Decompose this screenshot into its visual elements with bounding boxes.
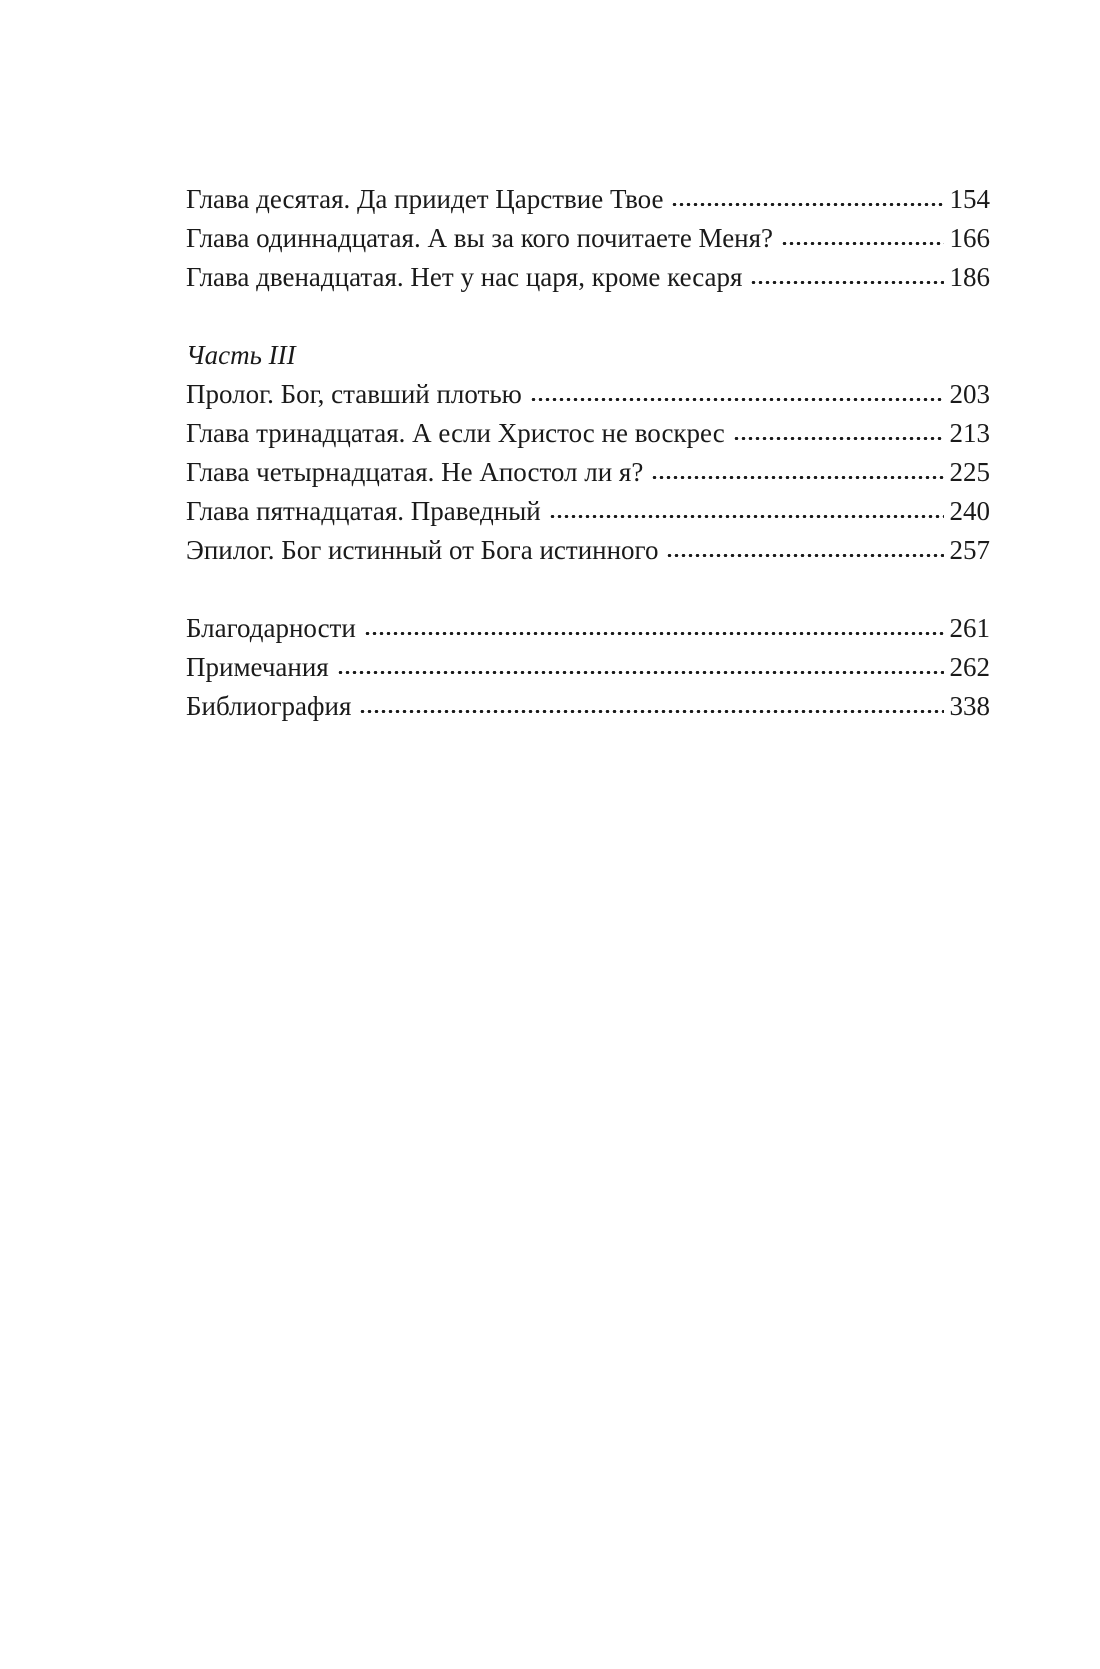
dot-leader	[651, 476, 943, 479]
toc-entry-title: Пролог. Бог, ставший плотью	[186, 379, 522, 409]
toc-entry-title: Глава десятая. Да приидет Царствие Твое	[186, 184, 664, 214]
toc-entry[interactable]	[186, 687, 990, 726]
toc-entry-title: Глава пятнадцатая. Праведный	[186, 496, 541, 526]
toc-entry-page: 225	[949, 457, 990, 487]
toc-entry[interactable]	[186, 219, 990, 258]
toc-entry-title: Библиография	[186, 691, 352, 721]
dot-leader	[671, 203, 943, 206]
dot-leader	[666, 554, 943, 557]
toc-entry-page: 338	[949, 691, 990, 721]
toc-entry-title: Глава одиннадцатая. А вы за кого почитаете Меня?	[186, 223, 774, 253]
dot-leader	[359, 710, 943, 713]
toc-group-back-matter	[186, 609, 990, 726]
dot-leader	[549, 515, 944, 518]
toc-entry-title: Эпилог. Бог истинный от Бога истинного	[186, 535, 659, 565]
toc-entry-page: 213	[949, 418, 990, 448]
toc-entry[interactable]	[186, 258, 990, 297]
toc-entry[interactable]	[186, 531, 990, 570]
toc-entry-page: 203	[949, 379, 990, 409]
toc-entry-title: Глава двенадцатая. Нет у нас царя, кроме кесаря	[186, 262, 743, 292]
toc-entry-page: 257	[949, 535, 990, 565]
toc-entry-title: Глава четырнадцатая. Не Апостол ли я?	[186, 457, 644, 487]
toc-entry-page: 261	[949, 613, 990, 643]
dot-leader	[733, 437, 944, 440]
toc-entry[interactable]	[186, 375, 990, 414]
toc-group-part-ii-continued	[186, 180, 990, 297]
dot-leader	[530, 398, 944, 401]
toc-entry[interactable]	[186, 648, 990, 687]
toc-entry[interactable]	[186, 180, 990, 219]
toc-entry[interactable]	[186, 492, 990, 531]
toc-entry-page: 154	[949, 184, 990, 214]
dot-leader	[337, 671, 944, 674]
toc-entry[interactable]	[186, 414, 990, 453]
toc-entry[interactable]	[186, 609, 990, 648]
toc-entry-page: 186	[949, 262, 990, 292]
toc-entry-title: Примечания	[186, 652, 329, 682]
part-heading: Часть III	[186, 340, 296, 370]
dot-leader	[750, 281, 943, 284]
toc-entry-page: 262	[949, 652, 990, 682]
toc-entry-title: Глава тринадцатая. А если Христос не воскрес	[186, 418, 725, 448]
dot-leader	[781, 242, 943, 245]
toc-group-part-iii	[186, 336, 990, 570]
toc-entry[interactable]	[186, 453, 990, 492]
table-of-contents	[186, 180, 990, 726]
toc-entry-page: 166	[949, 223, 990, 253]
toc-entry-page: 240	[949, 496, 990, 526]
toc-entry-title: Благодарности	[186, 613, 356, 643]
dot-leader	[364, 632, 944, 635]
